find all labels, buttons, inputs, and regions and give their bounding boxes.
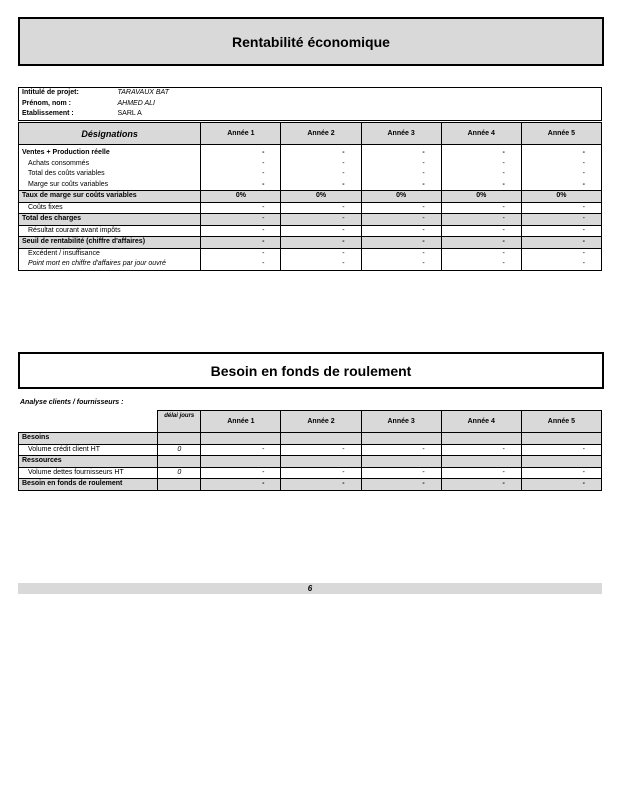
cell-value: - bbox=[201, 169, 281, 180]
page-number: 6 bbox=[18, 583, 602, 594]
row-label: Total des charges bbox=[19, 214, 201, 226]
table-row bbox=[19, 225, 602, 237]
cell-value bbox=[521, 456, 601, 468]
year-header: Année 1 bbox=[201, 123, 281, 145]
cell-value: - bbox=[201, 259, 281, 270]
cell-value: - bbox=[281, 259, 361, 270]
cell-value: - bbox=[281, 479, 361, 491]
cell-value: - bbox=[281, 237, 361, 249]
cell-value: - bbox=[441, 180, 521, 191]
cell-value: 0% bbox=[281, 191, 361, 203]
cell-value: 0% bbox=[201, 191, 281, 203]
cell-value bbox=[201, 433, 281, 445]
cell-value: - bbox=[521, 202, 601, 214]
cell-value: - bbox=[361, 225, 441, 237]
analyse-label: Analyse clients / fournisseurs : bbox=[20, 399, 124, 406]
cell-value: - bbox=[521, 467, 601, 479]
table-row bbox=[19, 148, 602, 159]
row-label: Taux de marge sur coûts variables bbox=[19, 191, 201, 203]
table-row bbox=[19, 456, 602, 468]
cell-value: - bbox=[281, 159, 361, 170]
row-label: Volume dettes fournisseurs HT bbox=[19, 467, 158, 479]
cell-value: - bbox=[201, 479, 281, 491]
cell-value: - bbox=[281, 202, 361, 214]
info-label: Etablissement : bbox=[22, 110, 74, 118]
cell-value: - bbox=[361, 444, 441, 456]
info-value: AHMED ALI bbox=[117, 99, 155, 107]
cell-value: - bbox=[281, 180, 361, 191]
cell-value: - bbox=[521, 479, 601, 491]
cell-value: - bbox=[201, 225, 281, 237]
rentabilite-table bbox=[18, 122, 602, 271]
section-title-rentabilite: Rentabilité économique bbox=[18, 17, 604, 66]
year-header: Année 5 bbox=[521, 123, 601, 145]
project-info-table bbox=[18, 87, 602, 121]
year-header: Année 1 bbox=[201, 411, 281, 433]
year-header: Année 4 bbox=[441, 123, 521, 145]
cell-value: - bbox=[281, 225, 361, 237]
cell-value: - bbox=[281, 148, 361, 159]
cell-value: - bbox=[441, 467, 521, 479]
cell-value: - bbox=[201, 237, 281, 249]
cell-value: - bbox=[201, 214, 281, 226]
cell-value: - bbox=[521, 225, 601, 237]
cell-value: - bbox=[521, 169, 601, 180]
info-value: TARAVAUX BAT bbox=[117, 89, 169, 97]
cell-value: - bbox=[361, 214, 441, 226]
cell-value: - bbox=[441, 259, 521, 270]
table-row bbox=[19, 169, 602, 180]
row-label: Résultat courant avant impôts bbox=[19, 225, 201, 237]
table-row bbox=[19, 259, 602, 270]
cell-value: - bbox=[521, 148, 601, 159]
cell-value bbox=[521, 433, 601, 445]
cell-value: - bbox=[521, 259, 601, 270]
info-label: Prénom, nom : bbox=[22, 99, 72, 107]
row-label: Besoin en fonds de roulement bbox=[19, 479, 158, 491]
cell-value: - bbox=[361, 148, 441, 159]
cell-value: - bbox=[441, 237, 521, 249]
table-header-row bbox=[19, 411, 602, 433]
delai-value bbox=[158, 433, 201, 445]
cell-value: - bbox=[281, 444, 361, 456]
table-row bbox=[19, 467, 602, 479]
cell-value: - bbox=[361, 202, 441, 214]
table-row bbox=[19, 159, 602, 170]
year-header: Année 4 bbox=[441, 411, 521, 433]
cell-value: - bbox=[361, 259, 441, 270]
cell-value bbox=[441, 433, 521, 445]
row-label: Coûts fixes bbox=[19, 202, 201, 214]
year-header: Année 2 bbox=[281, 411, 361, 433]
table-row bbox=[19, 433, 602, 445]
cell-value: - bbox=[521, 444, 601, 456]
bfr-table bbox=[18, 410, 602, 491]
designations-header: Désignations bbox=[19, 123, 201, 145]
cell-value: - bbox=[521, 248, 601, 259]
cell-value: - bbox=[201, 202, 281, 214]
cell-value: - bbox=[281, 467, 361, 479]
cell-value: - bbox=[521, 214, 601, 226]
cell-value: - bbox=[441, 444, 521, 456]
cell-value: - bbox=[441, 479, 521, 491]
year-header: Année 3 bbox=[361, 123, 441, 145]
delai-value bbox=[158, 479, 201, 491]
row-label: Ressources bbox=[19, 456, 158, 468]
cell-value: 0% bbox=[441, 191, 521, 203]
table-header-row bbox=[19, 123, 602, 145]
table-row bbox=[19, 237, 602, 249]
delai-value: 0 bbox=[158, 467, 201, 479]
delai-header: délai jours bbox=[158, 411, 201, 433]
row-label: Total des coûts variables bbox=[28, 170, 105, 178]
cell-value: - bbox=[201, 180, 281, 191]
cell-value: - bbox=[441, 169, 521, 180]
cell-value: - bbox=[361, 237, 441, 249]
year-header: Année 3 bbox=[361, 411, 441, 433]
row-label: Besoins bbox=[19, 433, 158, 445]
cell-value: - bbox=[281, 169, 361, 180]
info-row-project bbox=[19, 88, 602, 99]
cell-value: - bbox=[441, 225, 521, 237]
delai-value bbox=[158, 456, 201, 468]
cell-value: 0% bbox=[361, 191, 441, 203]
cell-value: - bbox=[201, 248, 281, 259]
row-label: Excédent / insuffisance bbox=[19, 248, 201, 259]
table-row bbox=[19, 180, 602, 191]
table-row bbox=[19, 202, 602, 214]
year-header: Année 5 bbox=[521, 411, 601, 433]
table-row bbox=[19, 479, 602, 491]
cell-value: - bbox=[441, 159, 521, 170]
delai-value: 0 bbox=[158, 444, 201, 456]
cell-value: - bbox=[361, 180, 441, 191]
cell-value bbox=[361, 433, 441, 445]
cell-value bbox=[281, 456, 361, 468]
info-value: SARL A bbox=[117, 110, 142, 118]
cell-value bbox=[281, 433, 361, 445]
year-header: Année 2 bbox=[281, 123, 361, 145]
cell-value: - bbox=[281, 248, 361, 259]
cell-value: - bbox=[361, 169, 441, 180]
cell-value bbox=[361, 456, 441, 468]
cell-value: - bbox=[361, 248, 441, 259]
cell-value: - bbox=[441, 202, 521, 214]
cell-value: - bbox=[281, 214, 361, 226]
cell-value: - bbox=[201, 159, 281, 170]
row-label: Volume crédit client HT bbox=[19, 444, 158, 456]
cell-value: - bbox=[441, 214, 521, 226]
row-label: Point mort en chiffre d'affaires par jour ouvré bbox=[28, 260, 166, 268]
table-row bbox=[19, 248, 602, 259]
row-label: Achats consommés bbox=[28, 159, 90, 167]
cell-value: - bbox=[361, 467, 441, 479]
cell-value: - bbox=[361, 159, 441, 170]
cell-value: - bbox=[521, 237, 601, 249]
cell-value: - bbox=[201, 148, 281, 159]
cell-value: - bbox=[361, 479, 441, 491]
row-label: Marge sur coûts variables bbox=[28, 180, 109, 188]
cell-value: 0% bbox=[521, 191, 601, 203]
cell-value: - bbox=[441, 248, 521, 259]
section-title-bfr: Besoin en fonds de roulement bbox=[18, 352, 604, 389]
table-row bbox=[19, 191, 602, 203]
cell-value bbox=[201, 456, 281, 468]
table-row bbox=[19, 444, 602, 456]
row-label: Seuil de rentabilité (chiffre d'affaires) bbox=[19, 237, 201, 249]
empty-header bbox=[19, 411, 158, 433]
cell-value: - bbox=[521, 159, 601, 170]
cell-value bbox=[441, 456, 521, 468]
info-row-establishment bbox=[19, 109, 602, 120]
info-label: Intitulé de projet: bbox=[22, 89, 79, 97]
cell-value: - bbox=[441, 148, 521, 159]
row-label: Ventes + Production réelle bbox=[22, 149, 110, 157]
cell-value: - bbox=[201, 444, 281, 456]
table-row bbox=[19, 214, 602, 226]
cell-value: - bbox=[201, 467, 281, 479]
info-row-name bbox=[19, 99, 602, 110]
cell-value: - bbox=[521, 180, 601, 191]
